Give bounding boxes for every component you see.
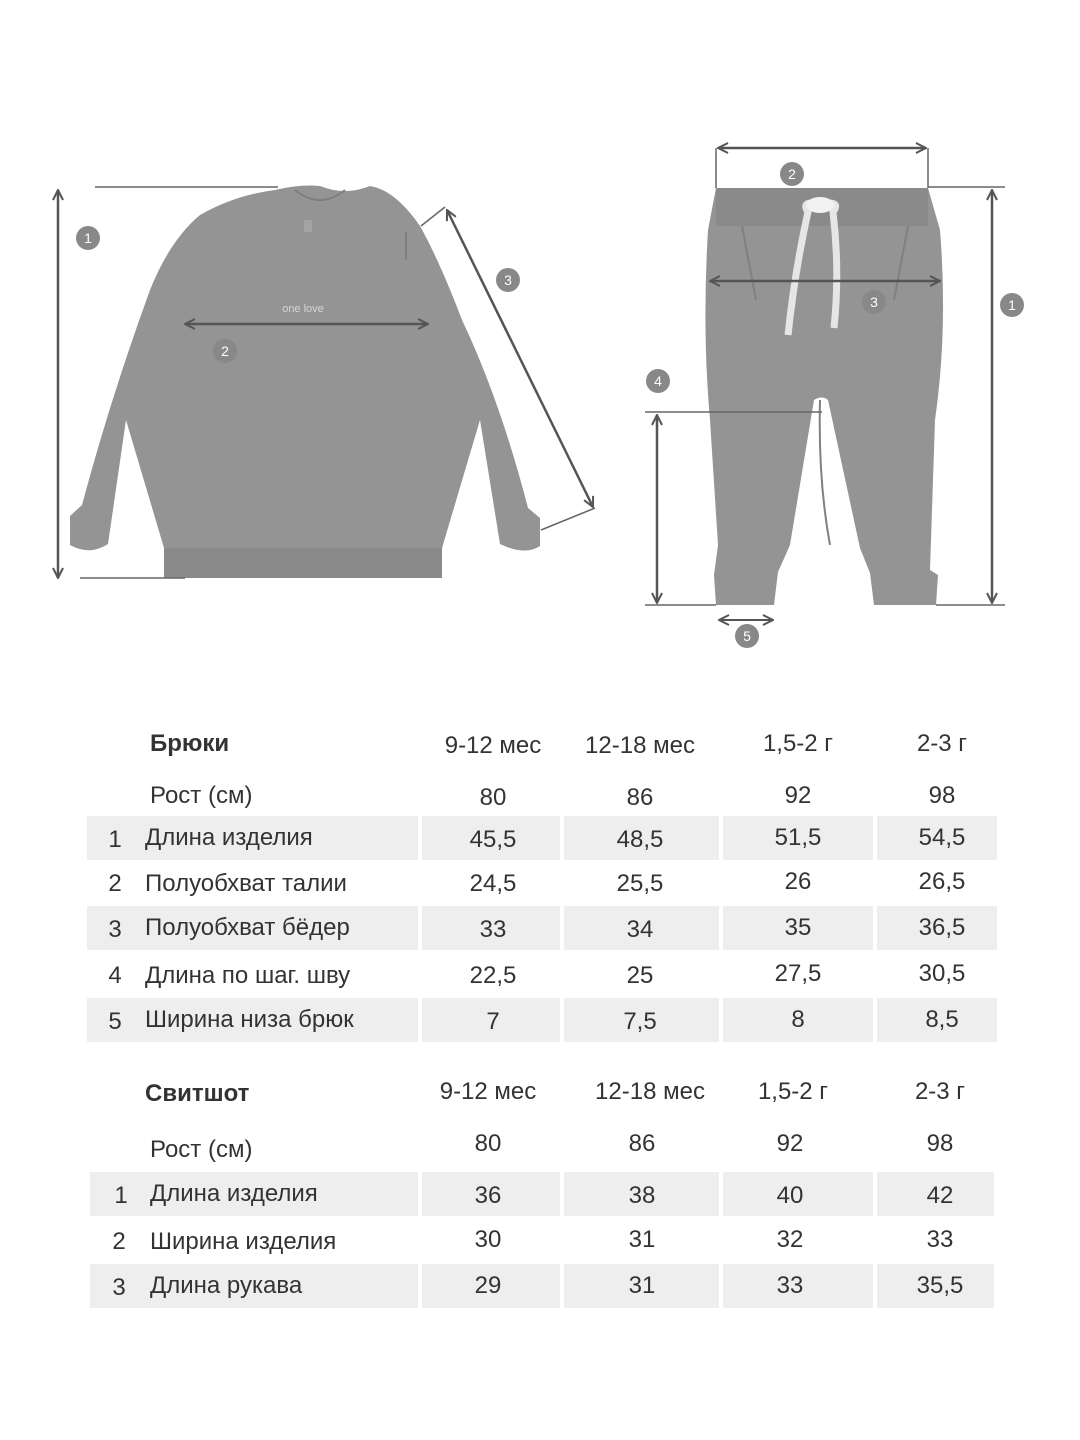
table-cell: 7 <box>486 1008 500 1035</box>
size-header: 2-3 г <box>916 730 968 757</box>
table-cell: 42 <box>926 1182 954 1209</box>
sweatshirt-print-text: one love <box>282 303 324 315</box>
height-value: 86 <box>626 784 654 811</box>
table-cell: 33 <box>479 916 507 943</box>
row-number: 5 <box>108 1008 122 1035</box>
row-number: 4 <box>108 962 122 989</box>
row-label: Полуобхват талии <box>145 870 347 897</box>
size-header: 9-12 мес <box>439 1078 537 1105</box>
table-cell: 34 <box>626 916 654 943</box>
pants-size-table <box>0 722 1080 1048</box>
row-label: Ширина низа брюк <box>145 1006 354 1033</box>
sweatshirt-size-table <box>0 1070 1080 1315</box>
size-header: 1,5-2 г <box>762 730 834 757</box>
size-header: 9-12 мес <box>444 732 542 759</box>
size-header: 12-18 мес <box>595 1078 705 1105</box>
size-header: 2-3 г <box>914 1078 966 1105</box>
size-diagram <box>0 0 1080 680</box>
table-cell: 25,5 <box>616 870 664 897</box>
table-cell: 30 <box>474 1226 502 1253</box>
sweatshirt-table-title: Свитшот <box>145 1080 250 1107</box>
table-cell: 33 <box>926 1226 954 1253</box>
svg-text:1: 1 <box>1008 297 1016 313</box>
row-label: Полуобхват бёдер <box>145 914 350 941</box>
svg-text:1: 1 <box>84 230 92 246</box>
table-cell: 24,5 <box>469 870 517 897</box>
table-cell: 7,5 <box>623 1008 657 1035</box>
size-header: 12-18 мес <box>585 732 695 759</box>
table-cell: 48,5 <box>616 826 664 853</box>
row-number: 2 <box>112 1228 126 1255</box>
svg-text:2: 2 <box>788 166 796 182</box>
row-number: 2 <box>108 870 122 897</box>
row-label: Длина изделия <box>145 824 313 851</box>
row-number: 1 <box>114 1182 128 1209</box>
row-label: Длина изделия <box>150 1180 318 1207</box>
height-label: Рост (см) <box>150 782 253 809</box>
row-label: Ширина изделия <box>150 1228 337 1255</box>
marker-2 <box>780 162 804 186</box>
marker-3 <box>862 290 886 314</box>
table-cell: 45,5 <box>469 826 517 853</box>
table-cell: 36,5 <box>918 914 966 941</box>
svg-text:5: 5 <box>743 628 751 644</box>
table-cell: 31 <box>628 1226 656 1253</box>
table-cell: 51,5 <box>774 824 822 851</box>
table-cell: 36 <box>474 1182 502 1209</box>
row-number: 3 <box>112 1274 126 1301</box>
table-cell: 40 <box>776 1182 804 1209</box>
table-cell: 26 <box>784 868 812 895</box>
size-header: 1,5-2 г <box>757 1078 829 1105</box>
pants-illustration <box>645 148 1024 648</box>
marker-1 <box>1000 293 1024 317</box>
table-cell: 25 <box>626 962 654 989</box>
sweatshirt-illustration <box>58 186 595 579</box>
marker-4 <box>646 369 670 393</box>
table-cell: 22,5 <box>469 962 517 989</box>
table-cell: 35 <box>784 914 812 941</box>
height-label: Рост (см) <box>150 1136 253 1163</box>
table-cell: 8,5 <box>925 1006 959 1033</box>
table-cell: 29 <box>474 1272 502 1299</box>
height-value: 98 <box>926 1130 954 1157</box>
marker-2 <box>213 339 237 363</box>
height-value: 86 <box>628 1130 656 1157</box>
height-value: 92 <box>776 1130 804 1157</box>
svg-text:2: 2 <box>221 343 229 359</box>
height-value: 80 <box>474 1130 502 1157</box>
marker-5 <box>735 624 759 648</box>
table-cell: 8 <box>791 1006 805 1033</box>
marker-1 <box>76 226 100 250</box>
table-cell: 30,5 <box>918 960 966 987</box>
row-label: Длина по шаг. шву <box>145 962 351 989</box>
row-number: 3 <box>108 916 122 943</box>
table-cell: 35,5 <box>916 1272 964 1299</box>
table-cell: 26,5 <box>918 868 966 895</box>
table-cell: 54,5 <box>918 824 966 851</box>
table-cell: 38 <box>628 1182 656 1209</box>
table-cell: 31 <box>628 1272 656 1299</box>
row-number: 1 <box>108 826 122 853</box>
height-value: 80 <box>479 784 507 811</box>
svg-text:4: 4 <box>654 373 662 389</box>
svg-text:3: 3 <box>504 272 512 288</box>
height-value: 92 <box>784 782 812 809</box>
table-cell: 27,5 <box>774 960 822 987</box>
table-cell: 32 <box>776 1226 804 1253</box>
pants-table-title: Брюки <box>150 730 230 757</box>
table-cell: 33 <box>776 1272 804 1299</box>
svg-text:3: 3 <box>870 294 878 310</box>
height-value: 98 <box>928 782 956 809</box>
row-label: Длина рукава <box>150 1272 303 1299</box>
marker-3 <box>496 268 520 292</box>
